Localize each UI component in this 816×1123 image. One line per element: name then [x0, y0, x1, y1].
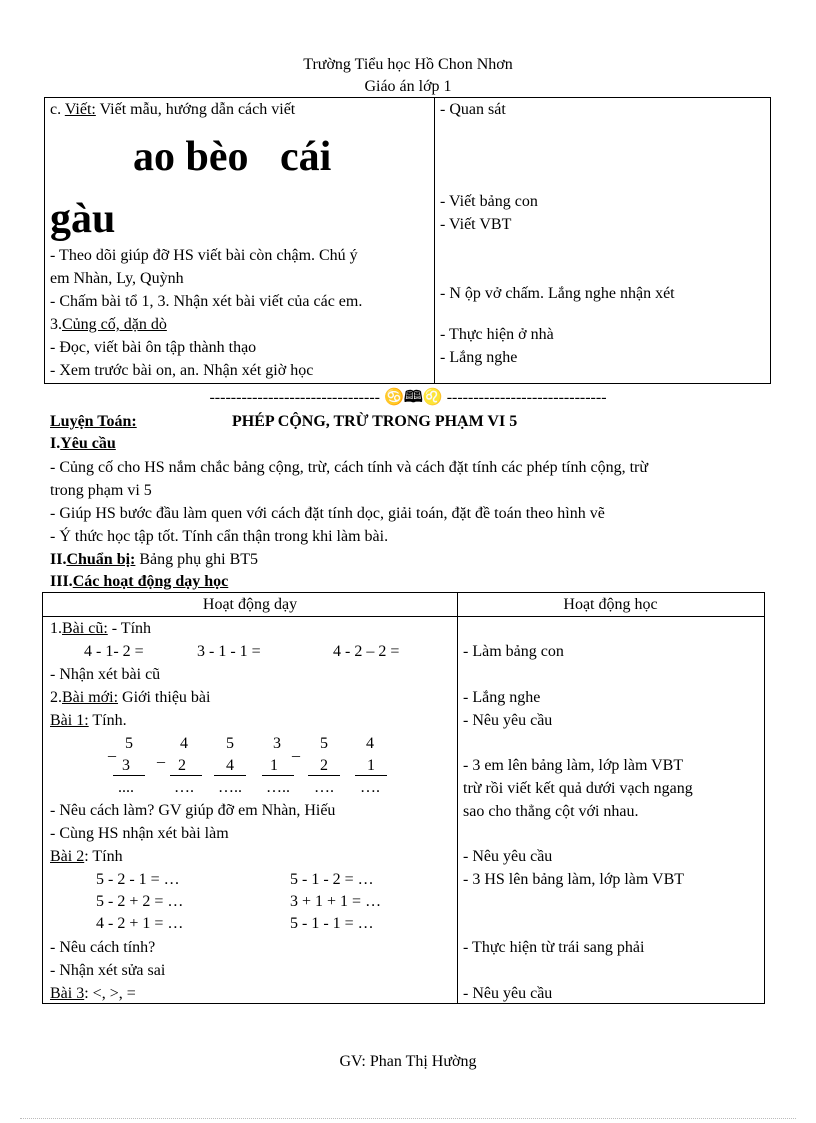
writing-label: Viết:: [64, 101, 96, 118]
col-top-4: 3: [273, 735, 281, 752]
col-dots-4: …..: [266, 779, 290, 796]
divider-left: --------------------------------: [209, 389, 380, 406]
b2-label: Bài 2: [50, 848, 85, 865]
b2-row: [50, 848, 123, 866]
new-text: Giới thiệu bài: [122, 689, 211, 706]
col-dots-6: ….: [360, 779, 380, 796]
old-num: 1.: [50, 620, 62, 637]
req-3: - Ý thức học tập tốt. Tính cẩn thận trong khi làm bài.: [50, 528, 389, 545]
writing-text: Viết mẫu, hướng dẫn cách viết: [99, 101, 296, 118]
r-b1-b: trừ rồi viết kết quả dưới vạch ngang: [463, 780, 693, 797]
right-home: - Thực hiện ở nhà: [440, 326, 554, 343]
col-rule-4: [262, 775, 294, 776]
b2-exercise-4: 3 + 1 + 1 = …: [290, 893, 382, 910]
consolidate-label: Củng cố, dặn dò: [62, 316, 167, 333]
col-top-6: 4: [366, 735, 374, 752]
b2-text: : Tính: [84, 848, 123, 865]
b2-exercise-6: 5 - 1 - 1 = …: [290, 915, 374, 932]
b3-text: : <, >, =: [84, 985, 136, 1002]
writing-table-divider: [434, 97, 435, 383]
activities-header-line: [42, 616, 764, 617]
b2-exercise-2: 5 - 1 - 2 = …: [290, 871, 374, 888]
right-board: - Viết bảng con: [440, 193, 538, 210]
b2-exercise-5: 4 - 2 + 1 = …: [96, 915, 184, 932]
old-exercise-3: 4 - 2 – 2 =: [333, 643, 400, 660]
header-learning: Hoạt động học: [563, 596, 658, 613]
lesson-title: PHÉP CỘNG, TRỪ TRONG PHẠM VI 5: [232, 413, 518, 430]
col-bottom-4: 1: [270, 757, 278, 774]
col-dots-1: ....: [118, 779, 134, 796]
old-comment: - Nhận xét bài cũ: [50, 666, 161, 683]
req-1b: trong phạm vi 5: [50, 482, 152, 499]
act-label: Các hoạt động dạy học: [72, 573, 229, 590]
old-exercise-1: 4 - 1- 2 =: [84, 643, 144, 660]
r-b2: - 3 HS lên bảng làm, lớp làm VBT: [463, 871, 685, 888]
writing-row: [50, 101, 295, 119]
page-bottom-edge: [20, 1118, 796, 1120]
b1-text: Tính.: [92, 712, 127, 729]
b3-label: Bài 3: [50, 985, 85, 1002]
header-teaching: Hoạt động dạy: [202, 596, 298, 613]
sample-words-line1: ao bèo cái: [133, 134, 332, 180]
b1-row: [50, 712, 127, 730]
col-rule-6: [355, 775, 387, 776]
right-observe: - Quan sát: [440, 101, 506, 118]
col-dots-2: ….: [174, 779, 194, 796]
right-vbt: - Viết VBT: [440, 216, 512, 233]
help-text-1: - Theo dõi giúp đỡ HS viết bài còn chậm. Chú ý: [50, 247, 358, 264]
col-rule-1: [113, 775, 145, 776]
lesson-plan-label: Giáo án lớp 1: [364, 78, 452, 95]
divider-right: ------------------------------: [446, 389, 607, 406]
activities-table-divider: [457, 592, 458, 1003]
right-submit: - N ộp vở chấm. Lắng nghe nhận xét: [440, 285, 675, 302]
b1-ask: - Nêu cách làm? GV giúp đỡ em Nhàn, Hiếu: [50, 802, 336, 819]
old-label: Bài cũ:: [62, 620, 108, 637]
next-text: - Xem trước bài on, an. Nhận xét giờ học: [50, 362, 314, 379]
new-label: Bài mới:: [62, 689, 119, 706]
r-req3: - Nêu yêu cầu: [463, 985, 553, 1002]
b1-review: - Cùng HS nhận xét bài làm: [50, 825, 229, 842]
old-lesson-row: [50, 620, 151, 638]
col-op-2: _: [157, 748, 165, 765]
b2-exercise-3: 5 - 2 + 2 = …: [96, 893, 184, 910]
req-2: - Giúp HS bước đầu làm quen với cách đặt tính dọc, giải toán, đặt đề toán theo hình vẽ: [50, 505, 605, 522]
col-dots-3: …..: [218, 779, 242, 796]
grade-text: - Chấm bài tổ 1, 3. Nhận xét bài viết của các em.: [50, 293, 363, 310]
prep-label: Chuẩn bị:: [66, 551, 136, 568]
req-1a: - Củng cố cho HS nắm chắc bảng cộng, trừ, cách tính và cách đặt tính các phép tính cộng, trừ: [50, 459, 649, 476]
review-text: - Đọc, viết bài ôn tập thành thạo: [50, 339, 257, 356]
consolidate-num: 3.: [50, 316, 62, 333]
col-bottom-2: 2: [178, 757, 186, 774]
r-order: - Thực hiện từ trái sang phải: [463, 939, 645, 956]
r-listen: - Lắng nghe: [463, 689, 541, 706]
consolidate-heading: [50, 316, 167, 334]
preparation: [50, 551, 258, 569]
r-board: - Làm bảng con: [463, 643, 564, 660]
col-top-5: 5: [320, 735, 328, 752]
b2-fix: - Nhận xét sửa sai: [50, 962, 166, 979]
b2-ask: - Nêu cách tính?: [50, 939, 156, 956]
activities-heading: [50, 573, 228, 591]
prep-num: II.: [50, 551, 67, 568]
col-top-3: 5: [226, 735, 234, 752]
col-bottom-5: 2: [320, 757, 328, 774]
col-top-2: 4: [180, 735, 188, 752]
teacher-name: GV: Phan Thị Hường: [339, 1053, 477, 1070]
r-req2: - Nêu yêu cầu: [463, 848, 553, 865]
col-bottom-3: 4: [226, 757, 234, 774]
col-bottom-1: 3: [122, 757, 130, 774]
section-divider: [0, 389, 816, 407]
col-rule-5: [308, 775, 340, 776]
right-listen: - Lắng nghe: [440, 349, 518, 366]
act-num: III.: [50, 573, 73, 590]
school-name: Trường Tiểu học Hồ Chon Nhơn: [303, 56, 513, 73]
req-label: Yêu cầu: [60, 435, 116, 452]
r-req1: - Nêu yêu cầu: [463, 712, 553, 729]
subject-label: Luyện Toán:: [50, 413, 137, 430]
requirements-heading: [50, 435, 116, 453]
col-rule-3: [214, 775, 246, 776]
col-op-1: _: [108, 742, 116, 759]
b2-exercise-1: 5 - 2 - 1 = …: [96, 871, 180, 888]
divider-symbol-icon: ♋🕮♌: [383, 389, 443, 406]
b1-label: Bài 1:: [50, 712, 89, 729]
col-bottom-6: 1: [367, 757, 375, 774]
req-num: I.: [50, 435, 61, 452]
old-text: - Tính: [111, 620, 152, 637]
prep-text: Bảng phụ ghi BT5: [139, 551, 259, 568]
new-num: 2.: [50, 689, 62, 706]
writing-prefix: c.: [50, 101, 62, 118]
r-b1-c: sao cho thẳng cột với nhau.: [463, 803, 639, 820]
r-b1-a: - 3 em lên bảng làm, lớp làm VBT: [463, 757, 684, 774]
col-op-5: _: [292, 742, 300, 759]
b3-row: [50, 985, 136, 1003]
col-dots-5: ….: [314, 779, 334, 796]
sample-words-line2: gàu: [50, 196, 116, 242]
help-text-2: em Nhàn, Ly, Quỳnh: [50, 270, 184, 287]
old-exercise-2: 3 - 1 - 1 =: [197, 643, 261, 660]
new-lesson-row: [50, 689, 210, 707]
col-rule-2: [170, 775, 202, 776]
col-top-1: 5: [125, 735, 133, 752]
